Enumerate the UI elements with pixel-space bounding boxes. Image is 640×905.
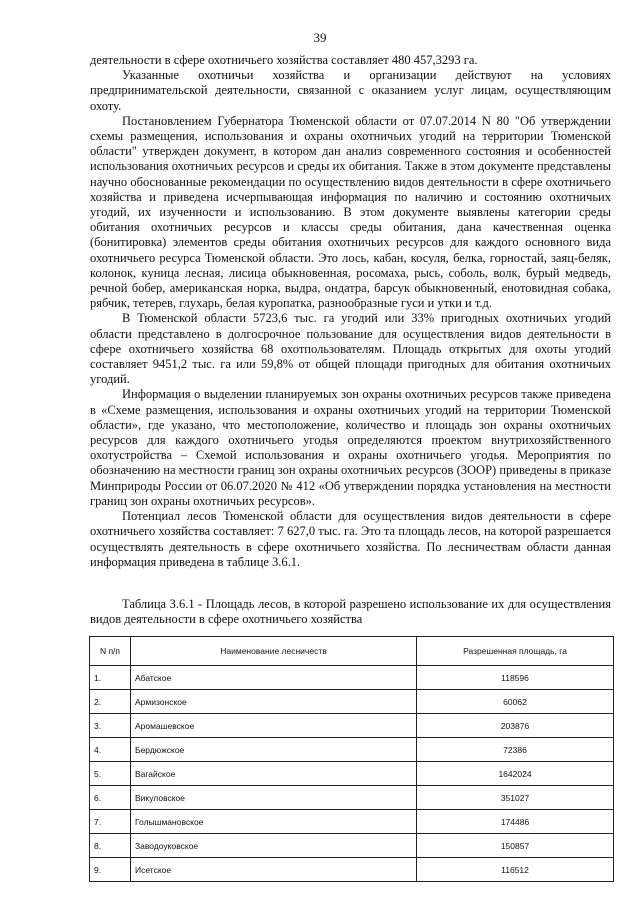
table-row <box>90 834 614 858</box>
table-row <box>90 690 614 714</box>
page-number: 39 <box>313 30 327 45</box>
allowed-area: 150857 <box>417 834 614 858</box>
allowed-area: 118596 <box>417 666 614 690</box>
paragraph: Указанные охотничьи хозяйства и организации действуют на условиях предпринимательской деятельности, связанной с оказанием услуг лицам, осуществляющим охоту. <box>90 68 611 113</box>
table-row <box>90 666 614 690</box>
row-number: 1. <box>90 666 131 690</box>
row-number: 6. <box>90 786 131 810</box>
allowed-area: 60062 <box>417 690 614 714</box>
allowed-area: 116512 <box>417 858 614 882</box>
paragraph: деятельности в сфере охотничьего хозяйства составляет 480 457,3293 га. <box>90 53 478 67</box>
forestry-area-table <box>89 636 614 882</box>
table-caption-text: Таблица 3.6.1 - Площадь лесов, в которой разрешено использование их для осуществления видов деятельности в сфере охотничьего хозяйства <box>90 597 611 627</box>
row-number: 3. <box>90 714 131 738</box>
table-row <box>90 714 614 738</box>
table-row <box>90 858 614 882</box>
row-number: 2. <box>90 690 131 714</box>
allowed-area: 174486 <box>417 810 614 834</box>
table-row <box>90 762 614 786</box>
forestry-name: Абатское <box>131 666 417 690</box>
table-row <box>90 786 614 810</box>
paragraph: Потенциал лесов Тюменской области для осуществления видов деятельности в сфере охотничьего хозяйства составляет: 7 627,0 тыс. га. Это та площадь лесов, на которой разрешается осуществлять деятельность в сфере охотничьего хозяйства. По лесничествам области данная информация приведена в таблице 3.6.1. <box>90 509 611 569</box>
allowed-area: 203876 <box>417 714 614 738</box>
table-header-row <box>90 637 614 666</box>
forestry-name: Бердюжское <box>131 738 417 762</box>
header-number: N п/п <box>90 637 131 666</box>
row-number: 4. <box>90 738 131 762</box>
allowed-area: 72386 <box>417 738 614 762</box>
row-number: 8. <box>90 834 131 858</box>
row-number: 7. <box>90 810 131 834</box>
header-allowed-area: Разрешенная площадь, га <box>417 637 614 666</box>
allowed-area: 351027 <box>417 786 614 810</box>
forestry-name: Исетское <box>131 858 417 882</box>
paragraph: В Тюменской области 5723,6 тыс. га угодий или 33% пригодных охотничьих угодий области представлено в долгосрочное пользование для осуществления видов деятельности в сфере охотничьего хозяйства 68 охотпользователям. Площадь открытых для охоты угодий составляет 9451,2 тыс. га или 59,8% от общей площади пригодных для обитания охотничьих угодий. <box>90 311 611 387</box>
header-forestry-name: Наименование лесничеств <box>131 637 417 666</box>
paragraph: Информация о выделении планируемых зон охраны охотничьих ресурсов также приведена в «Схеме размещения, использования и охраны охотничьих угодий на территории Тюменской области», где указано, что местоположение, количество и площадь зон охраны охотничьих ресурсов для каждого охотничьего угодья определяются проектом внутрихозяйственного охотустройства – Схемой использования и охраны охотничьего угодья. Мероприятия по обозначению на местности границ зон охраны охотничьих ресурсов (ЗООР) приведены в приказе Минприроды России от 06.07.2020 № 412 «Об утверждении порядка установления на местности границ зон охраны охотничьих ресурсов». <box>90 387 611 508</box>
paragraph: Постановлением Губернатора Тюменской области от 07.07.2014 N 80 "Об утверждении схемы размещения, использования и охраны охотничьих угодий на территории Тюменской области" утвержден документ, в котором дан анализ современного состояния и особенностей использования охотничьих ресурсов и среды их обитания. Также в этом документе представлены научно обоснованные рекомендации по осуществлению видов деятельности в сфере охотничьего хозяйства и приведена исчерпывающая информация по наличию и состоянию охотничьих угодий, их изученности и использованию. В этом документе выявлены категории среды обитания охотничьих ресурсов и классы среды обитания, дана качественная оценка (бонитировка) элементов среды обитания охотничьих ресурсов для каждого основного вида охотничьего ресурса Тюменской области. Это лось, кабан, косуля, белка, горностай, заяц-беляк, колонок, куница лесная, лисица обыкновенная, росомаха, рысь, соболь, волк, бурый медведь, речной бобер, американская норка, выдра, ондатра, барсук обыкновенный, енотовидная собака, рябчик, тетерев, глухарь, белая куропатка, разнообразные гуси и утки и т.д. <box>90 113 611 311</box>
row-number: 9. <box>90 858 131 882</box>
row-number: 5. <box>90 762 131 786</box>
table-row <box>90 810 614 834</box>
forestry-name: Викуловское <box>131 786 417 810</box>
forestry-name: Армизонское <box>131 690 417 714</box>
forestry-name: Аромашевское <box>131 714 417 738</box>
table-row <box>90 738 614 762</box>
forestry-name: Голышмановское <box>131 810 417 834</box>
allowed-area: 1642024 <box>417 762 614 786</box>
table-caption <box>90 597 611 627</box>
document-body <box>90 53 611 570</box>
forestry-name: Вагайское <box>131 762 417 786</box>
forestry-name: Заводоуковское <box>131 834 417 858</box>
